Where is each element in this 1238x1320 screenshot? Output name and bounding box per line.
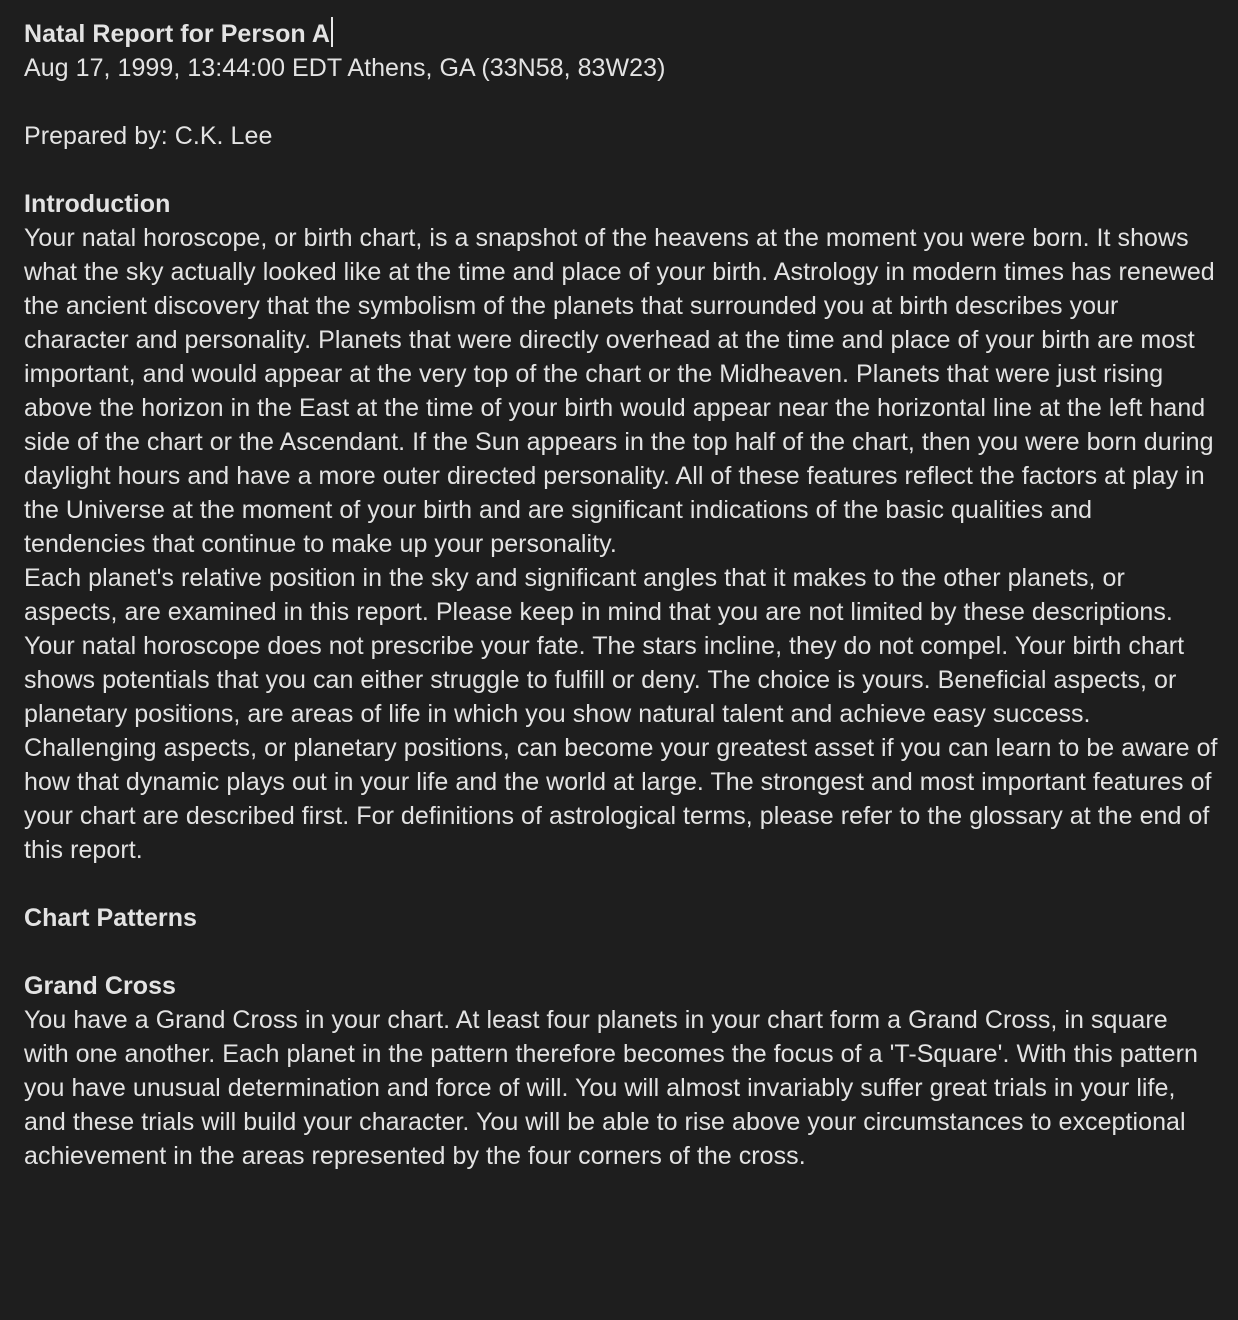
prepared-by: Prepared by: C.K. Lee: [24, 122, 273, 150]
introduction-heading: Introduction: [24, 190, 171, 218]
blank-line: [24, 935, 1218, 969]
grand-cross-paragraph: You have a Grand Cross in your chart. At least four planets in your chart form a Grand Cross, in square with one another. Each planet in the pattern therefore becomes the focus of a 'T-Square'. With this pattern you have unusual determination and force of will. You will almost invariably suffer great trials in your life, and these trials will build your character. You will be able to rise above your circumstances to exceptional achievement in the areas represented by the four corners of the cross.: [24, 1006, 1198, 1170]
introduction-paragraph-2: Each planet's relative position in the sky and significant angles that it makes to the other planets, or aspects, are examined in this report. Please keep in mind that you are not limited by these descriptions. Your natal horoscope does not prescribe your fate. The stars incline, they do not compel. Your birth chart shows potentials that you can either struggle to fulfill or deny. The choice is yours. Beneficial aspects, or planetary positions, are areas of life in which you show natural talent and achieve easy success. Challenging aspects, or planetary positions, can become your greatest asset if you can learn to be aware of how that dynamic plays out in your life and the world at large. The strongest and most important features of your chart are described first. For definitions of astrological terms, please refer to the glossary at the end of this report.: [24, 564, 1218, 864]
birth-info: Aug 17, 1999, 13:44:00 EDT Athens, GA (33N58, 83W23): [24, 54, 666, 82]
grand-cross-heading: Grand Cross: [24, 972, 176, 1000]
report-title-text: Natal Report for Person A: [24, 20, 330, 48]
blank-line: [24, 153, 1218, 187]
blank-line: [24, 867, 1218, 901]
blank-line: [24, 85, 1218, 119]
introduction-paragraph-1: Your natal horoscope, or birth chart, is a snapshot of the heavens at the moment you were born. It shows what the sky actually looked like at the time and place of your birth. Astrology in modern times has renewed the ancient discovery that the symbolism of the planets that surrounded you at birth describes your character and personality. Planets that were directly overhead at the time and place of your birth are most important, and would appear at the very top of the chart or the Midheaven. Planets that were just rising above the horizon in the East at the time of your birth would appear near the horizontal line at the left hand side of the chart or the Ascendant. If the Sun appears in the top half of the chart, then you were born during daylight hours and have a more outer directed personality. All of these features reflect the factors at play in the Universe at the moment of your birth and are significant indications of the basic qualities and tendencies that continue to make up your personality.: [24, 224, 1215, 558]
text-cursor: [331, 17, 333, 47]
report-title: [24, 17, 1218, 51]
chart-patterns-heading: Chart Patterns: [24, 904, 197, 932]
